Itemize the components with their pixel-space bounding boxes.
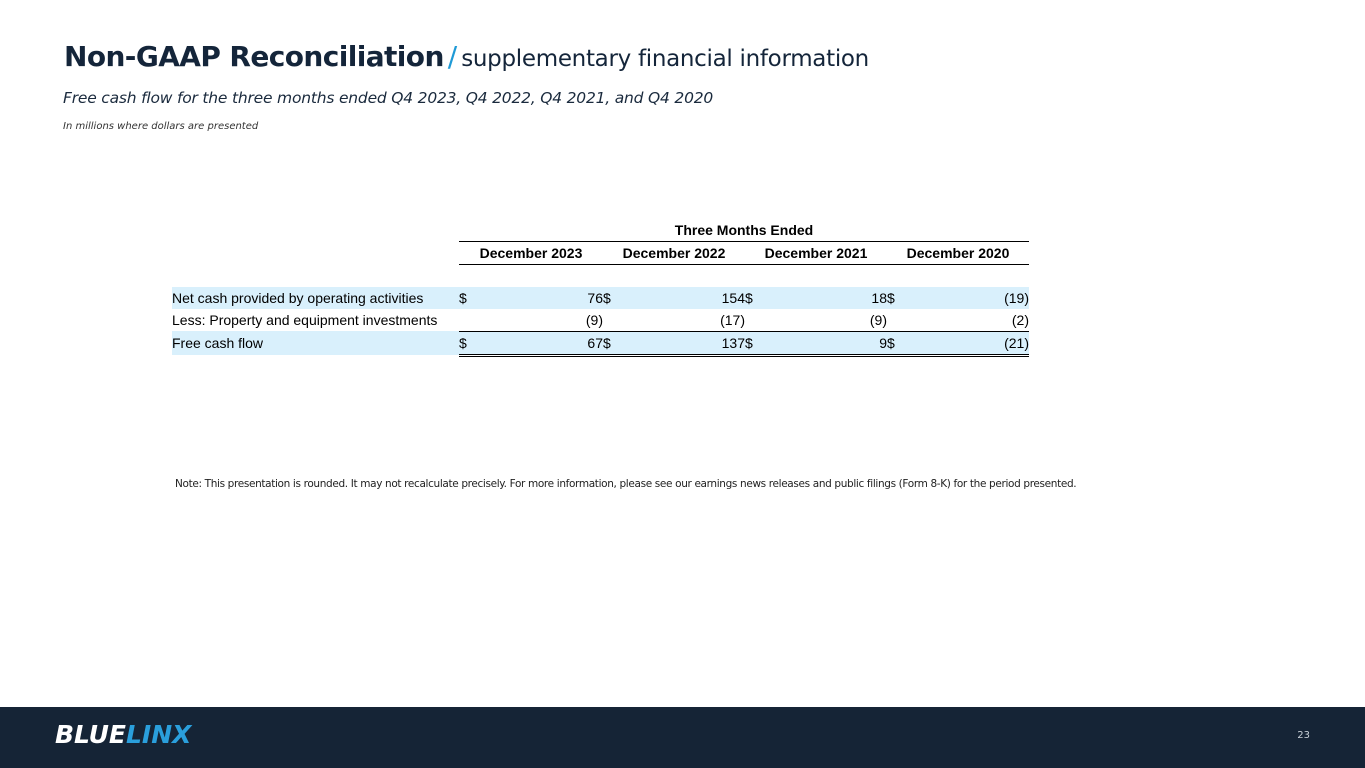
cell-value: (19) <box>903 287 1029 309</box>
row-label: Net cash provided by operating activities <box>172 287 459 309</box>
group-header-row <box>172 219 1029 241</box>
column-header: December 2021 <box>745 241 887 264</box>
title-main: Non-GAAP Reconciliation <box>64 40 444 73</box>
currency-symbol: $ <box>745 287 761 309</box>
cell-value: 137 <box>619 331 745 355</box>
currency-symbol: $ <box>603 287 619 309</box>
footnote: Note: This presentation is rounded. It may not recalculate precisely. For more information, please see our earnings news releases and public filings (Form 8-K) for the period presented. <box>175 478 1077 490</box>
column-header: December 2022 <box>603 241 745 264</box>
free-cash-flow-table <box>172 219 1029 357</box>
currency-symbol <box>745 309 761 332</box>
group-header: Three Months Ended <box>459 219 1029 241</box>
units-note: In millions where dollars are presented <box>63 121 259 132</box>
currency-symbol: $ <box>887 287 903 309</box>
page-title <box>64 38 869 78</box>
title-separator: / <box>447 40 458 73</box>
cell-value: (9) <box>869 311 887 328</box>
cell-value: 76 <box>477 287 603 309</box>
currency-symbol: $ <box>459 287 477 309</box>
cell-value: 154 <box>619 287 745 309</box>
bluelinx-logo <box>55 720 191 750</box>
cell-value: 67 <box>477 331 603 355</box>
table-row <box>172 287 1029 309</box>
cell-value: 9 <box>761 331 887 355</box>
currency-symbol: $ <box>459 331 477 355</box>
title-sub: supplementary financial information <box>461 46 869 72</box>
currency-symbol: $ <box>603 331 619 355</box>
column-header: December 2020 <box>887 241 1029 264</box>
row-label: Less: Property and equipment investments <box>172 311 438 328</box>
column-header-row <box>172 241 1029 264</box>
page-subtitle: Free cash flow for the three months ended Q4 2023, Q4 2022, Q4 2021, and Q4 2020 <box>63 89 714 107</box>
table-row <box>172 331 1029 355</box>
footer-bar <box>0 707 1365 768</box>
cell-value: 18 <box>761 287 887 309</box>
table-row <box>172 309 1029 332</box>
column-header: December 2023 <box>459 241 603 264</box>
cell-value: (2) <box>1011 311 1029 328</box>
currency-symbol <box>459 309 477 332</box>
cell-value: (9) <box>585 311 603 328</box>
spacer-row <box>172 264 1029 287</box>
logo-part-blue: BLUE <box>55 720 126 749</box>
currency-symbol <box>887 309 903 332</box>
logo-part-linx: LINX <box>126 720 192 749</box>
currency-symbol: $ <box>887 331 903 355</box>
cell-value: (17) <box>720 311 745 328</box>
row-label: Free cash flow <box>172 331 459 355</box>
currency-symbol <box>603 309 619 332</box>
page-number: 23 <box>1297 730 1310 741</box>
cell-value: (21) <box>903 331 1029 355</box>
currency-symbol: $ <box>745 331 761 355</box>
